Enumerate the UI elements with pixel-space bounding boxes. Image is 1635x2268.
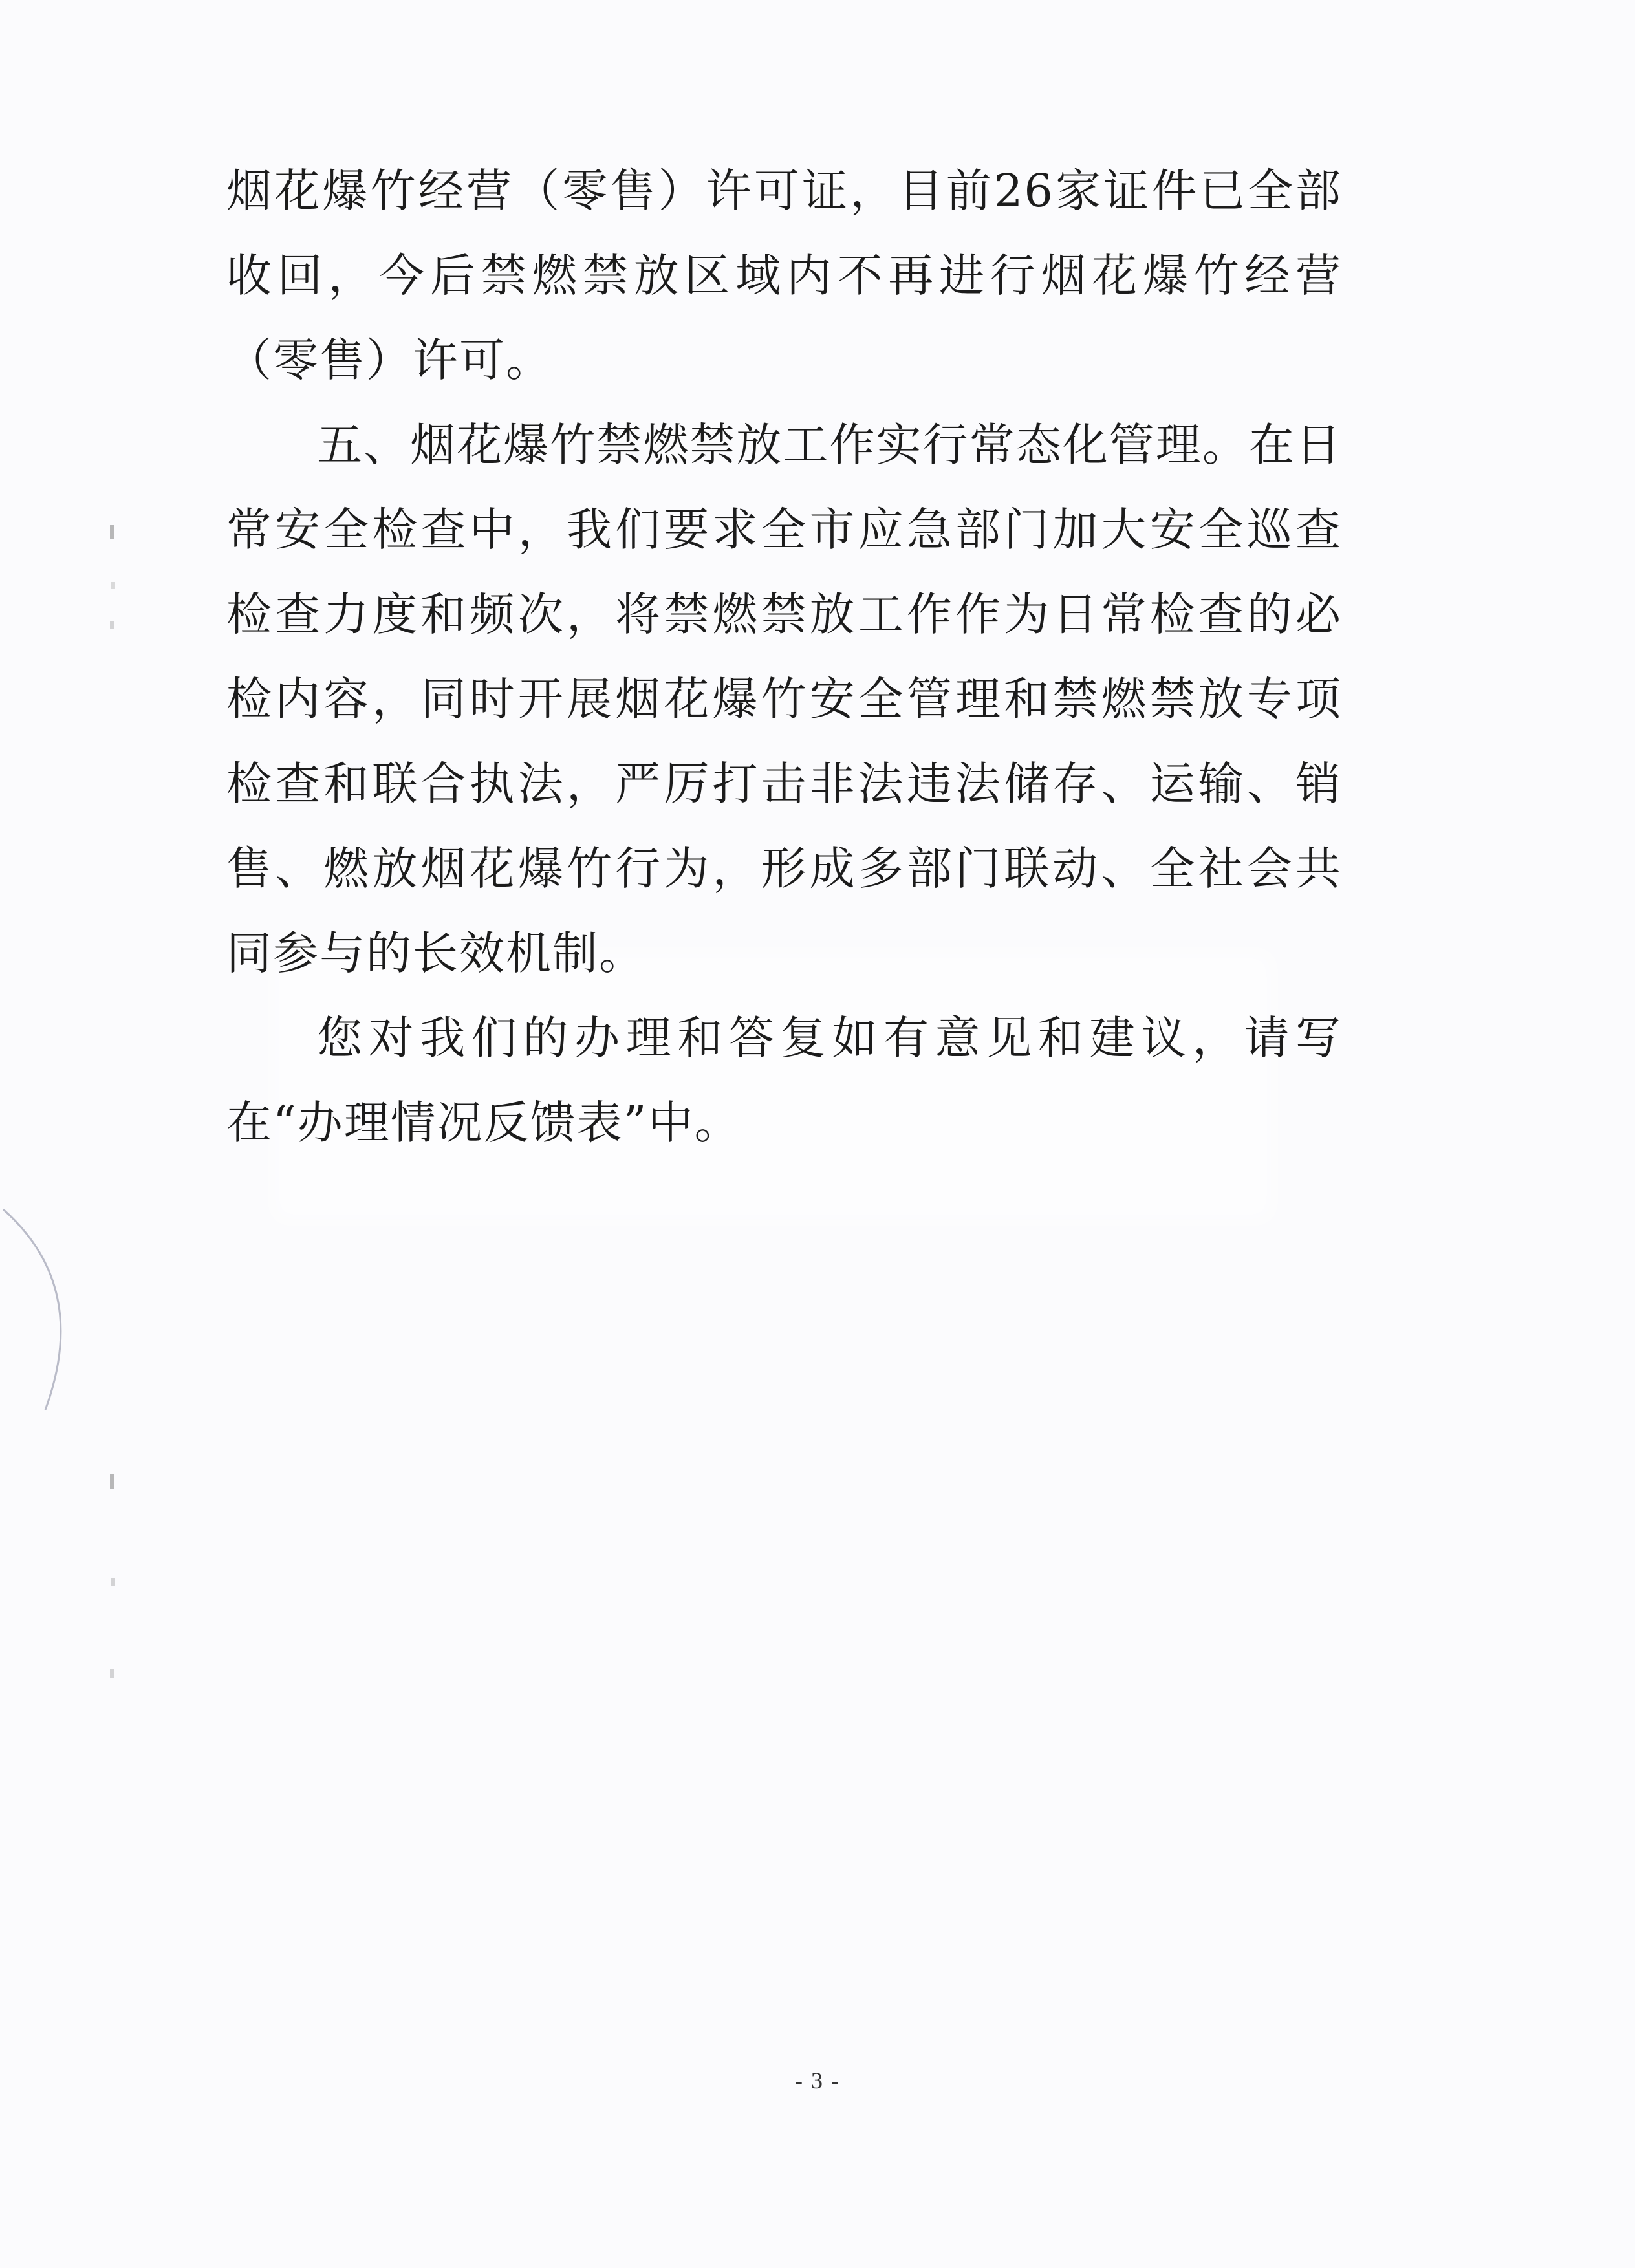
binding-arc-mark — [3, 1209, 61, 1410]
paragraph-feedback: 您对我们的办理和答复如有意见和建议，请写在“办理情况反馈表”中。 — [226, 1011, 1342, 1149]
paragraph-continuation: 烟花爆竹经营（零售）许可证，目前26家证件已全部收回，今后禁燃禁放区域内不再进行烟花爆竹经营（零售）许可。 — [226, 164, 1342, 387]
margin-mark — [111, 582, 115, 589]
margin-mark — [110, 525, 114, 539]
page-number: - 3 - — [795, 2068, 840, 2093]
margin-mark — [110, 621, 114, 629]
paragraph-item-five: 五、烟花爆竹禁燃禁放工作实行常态化管理。在日常安全检查中，我们要求全市应急部门加大安全巡查检查力度和频次，将禁燃禁放工作作为日常检查的必检内容，同时开展烟花爆竹安全管理和禁燃禁放专项检查和联合执法，严厉打击非法违法储存、运输、销售、燃放烟花爆竹行为，形成多部门联动、全社会共同参与的长效机制。 — [226, 418, 1342, 980]
body-text — [226, 149, 1342, 1165]
margin-mark — [110, 1474, 114, 1489]
margin-mark — [111, 1578, 115, 1586]
margin-mark — [110, 1669, 114, 1678]
